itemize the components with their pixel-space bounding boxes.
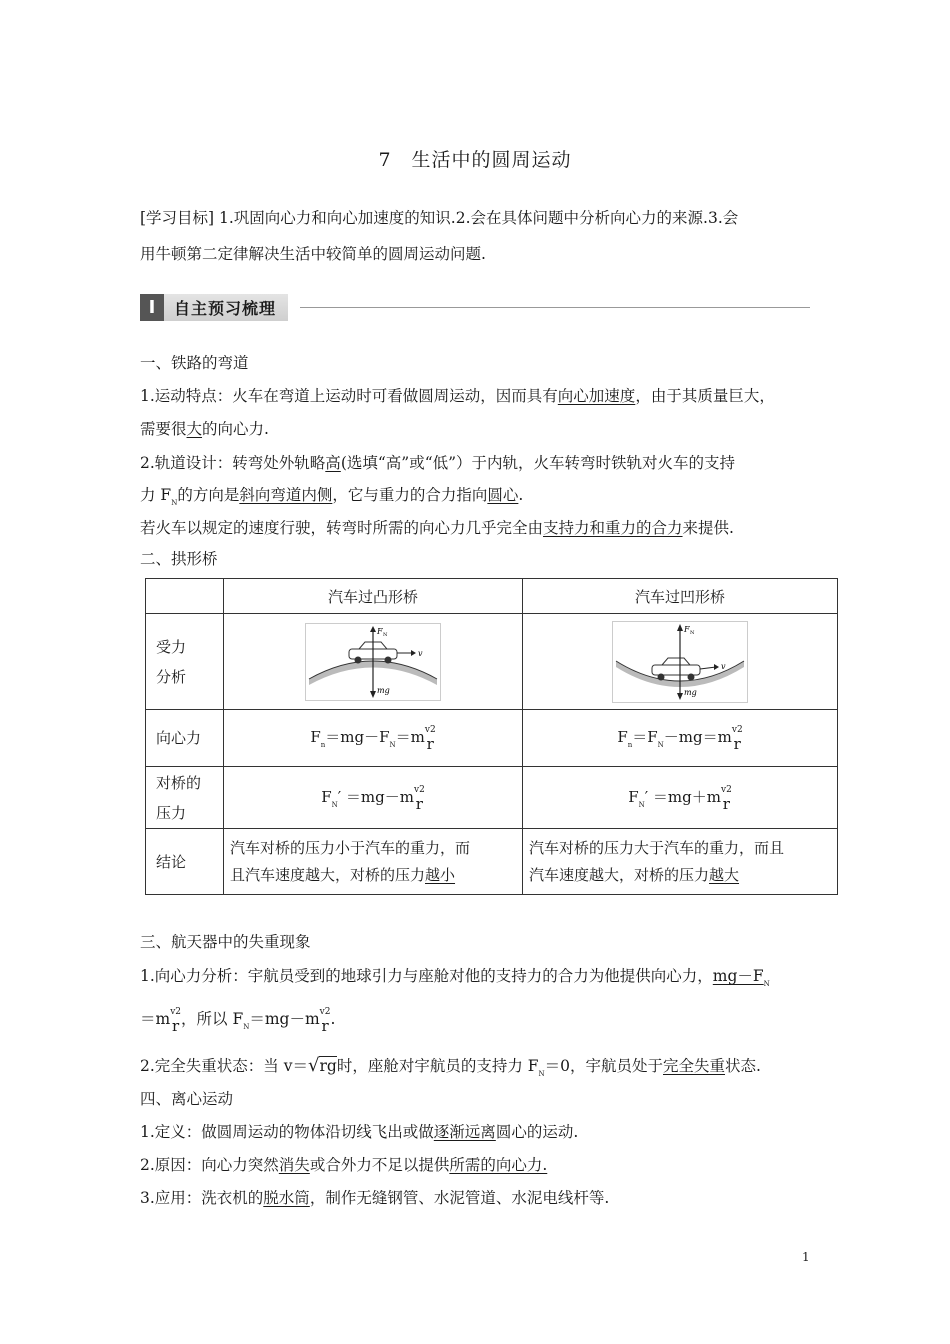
- svg-text:F: F: [377, 626, 383, 636]
- sqrt-icon: √: [307, 1055, 320, 1076]
- svg-text:mg: mg: [684, 687, 697, 697]
- learning-goals-line-2: 用牛顿第二定律解决生活中较简单的圆周运动问题.: [140, 245, 486, 263]
- weightlessness-p1: 1.向心力分析：宇航员受到的地球引力与座舱对他的支持力的合力为他提供向心力，$mg-F_N$: [140, 967, 770, 988]
- row-label-force-analysis: 受力 分析: [146, 614, 224, 710]
- concave-bridge-diagram: [612, 621, 748, 703]
- arch-bridge-table: [145, 578, 838, 895]
- heading-centrifugal: 四、离心运动: [140, 1090, 234, 1108]
- svg-text:mg: mg: [377, 685, 390, 695]
- convex-bridge-diagram: [305, 623, 441, 701]
- svg-text:N: N: [690, 629, 695, 636]
- svg-text:v: v: [721, 661, 726, 671]
- conclusion-concave: 汽车对桥的压力大于汽车的重力，而且 汽车速度越大，对桥的压力越大: [523, 829, 838, 895]
- railway-p2-cont: 力 $F_N$的方向是斜向弯道内侧，它与重力的合力指向圆心.: [140, 486, 524, 507]
- row-label-pressure-on-bridge: 对桥的 压力: [146, 767, 224, 829]
- row-label-centripetal-force: 向心力: [146, 710, 224, 767]
- page-number: 1: [802, 1250, 810, 1264]
- formula-concave-pressure: $F_N' =mg+m$ v2 r: [523, 767, 838, 829]
- heading-weightlessness: 三、航天器中的失重现象: [140, 933, 311, 951]
- centrifugal-p1: 1.定义：做圆周运动的物体沿切线飞出或做逐渐远离圆心的运动.: [140, 1123, 579, 1141]
- row-label-conclusion: 结论: [146, 829, 224, 895]
- concave-bridge-figure-cell: [523, 614, 838, 710]
- railway-p3: 若火车以规定的速度行驶，转弯时所需的向心力几乎完全由支持力和重力的合力来提供.: [140, 519, 734, 537]
- convex-bridge-figure-cell: [224, 614, 523, 710]
- formula-convex-centripetal: $F_n=mg-F_N=m$ v2 r: [224, 710, 523, 767]
- page-title: 7 生活中的圆周运动: [378, 149, 572, 171]
- svg-text:v: v: [418, 648, 423, 658]
- section-number: I: [140, 294, 164, 321]
- railway-p1: 1.运动特点：火车在弯道上运动时可看做圆周运动，因而具有向心加速度，由于其质量巨大，: [140, 387, 775, 405]
- centrifugal-p3: 3.应用：洗衣机的脱水筒，制作无缝钢管、水泥管道、水泥电线杆等.: [140, 1189, 610, 1207]
- centrifugal-p2: 2.原因：向心力突然消失或合外力不足以提供所需的向心力.: [140, 1156, 548, 1174]
- section-title: 自主预习梳理: [164, 294, 288, 321]
- weightlessness-p2: 2.完全失重状态：当 v＝√rg时，座舱对宇航员的支持力 $F_N=0$，宇航员处于完全失重状态.: [140, 1055, 761, 1078]
- heading-arch-bridge: 二、拱形桥: [140, 550, 218, 568]
- railway-p1-cont: 需要很大的向心力.: [140, 420, 269, 438]
- col-header-convex: 汽车过凸形桥: [224, 579, 523, 614]
- formula-concave-centripetal: $F_n=F_N-mg=m$ v2 r: [523, 710, 838, 767]
- learning-goals-line-1: [学习目标] 1.巩固向心力和向心加速度的知识.2.会在具体问题中分析向心力的来源.3.会: [140, 209, 739, 227]
- conclusion-convex: 汽车对桥的压力小于汽车的重力，而 且汽车速度越大，对桥的压力越小: [224, 829, 523, 895]
- section-divider: [300, 307, 810, 308]
- col-header-concave: 汽车过凹形桥: [523, 579, 838, 614]
- formula-convex-pressure: $F_N' =mg-m$ v2 r: [224, 767, 523, 829]
- section-header: [140, 294, 288, 321]
- weightlessness-p1-cont: ＝m v2 r ，所以 $F_N=mg-m$ v2 r .: [140, 1007, 336, 1035]
- svg-text:N: N: [383, 631, 388, 638]
- svg-text:F: F: [684, 624, 690, 634]
- railway-p2: 2.轨道设计：转弯处外轨略高(选填“高”或“低”）于内轨，火车转弯时铁轨对火车的支持: [140, 454, 736, 472]
- heading-railway: 一、铁路的弯道: [140, 354, 249, 372]
